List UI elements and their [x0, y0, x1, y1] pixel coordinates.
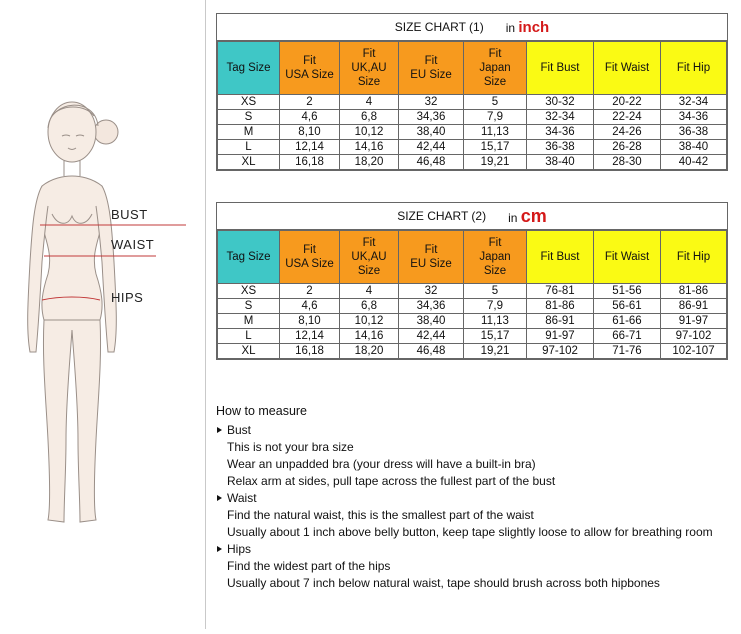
table-cell: 15,17 [464, 329, 527, 344]
howto-line: Find the natural waist, this is the smallest part of the waist [227, 508, 534, 522]
table-cell: M [218, 125, 280, 140]
table-cell: 19,21 [464, 344, 527, 359]
howto-heading: How to measure [216, 404, 308, 418]
table-cell: 18,20 [340, 155, 399, 170]
table-cell: 86-91 [661, 299, 727, 314]
header-fit-hip: Fit Hip [661, 231, 727, 284]
howto-section-title [216, 491, 741, 505]
howto-line: This is not your bra size [227, 440, 354, 454]
table-row [218, 95, 727, 110]
table-cell: 42,44 [399, 140, 464, 155]
table-row [218, 314, 727, 329]
table-cell: 5 [464, 95, 527, 110]
table-cell: 2 [280, 284, 340, 299]
header-usa-size: Fit USA Size [280, 42, 340, 95]
table-cell: 38,40 [399, 314, 464, 329]
table-cell: 97-102 [661, 329, 727, 344]
table-row [218, 155, 727, 170]
body-silhouette-icon [0, 0, 205, 629]
howto-line: Relax arm at sides, pull tape across the fullest part of the bust [227, 474, 556, 488]
triangle-bullet-icon [217, 495, 222, 501]
table-cell: 38,40 [399, 125, 464, 140]
header-fit-bust: Fit Bust [527, 42, 594, 95]
header-fit-hip: Fit Hip [661, 42, 727, 95]
table-cell: 40-42 [661, 155, 727, 170]
table-cell: 34-36 [527, 125, 594, 140]
header-eu-size: Fit EU Size [399, 42, 464, 95]
unit-prefix: in [505, 20, 516, 35]
howto-sections [216, 423, 741, 590]
table-cell: 38-40 [661, 140, 727, 155]
chart-unit-label [508, 206, 547, 227]
table-cell: 11,13 [464, 314, 527, 329]
table-cell: 42,44 [399, 329, 464, 344]
triangle-bullet-icon [217, 427, 222, 433]
table-cell: 34-36 [661, 110, 727, 125]
header-japan-size: Fit Japan Size [464, 42, 527, 95]
howto-section-title [216, 423, 741, 437]
table-row [218, 284, 727, 299]
table-cell: 56-61 [594, 299, 661, 314]
chart-title-bar [217, 203, 727, 230]
table-body [218, 95, 727, 170]
table-cell: 12,14 [280, 140, 340, 155]
table-cell: 32 [399, 95, 464, 110]
table-row [218, 329, 727, 344]
table-cell: 11,13 [464, 125, 527, 140]
table-cell: 86-91 [527, 314, 594, 329]
table-cell: 24-26 [594, 125, 661, 140]
header-fit-bust: Fit Bust [527, 231, 594, 284]
header-fit-waist: Fit Waist [594, 42, 661, 95]
table-cell: 4 [340, 284, 399, 299]
table-cell: 32 [399, 284, 464, 299]
table-cell: 51-56 [594, 284, 661, 299]
howto-line: Find the widest part of the hips [227, 559, 391, 573]
waist-label: WAIST [111, 237, 155, 252]
table-cell: 46,48 [399, 155, 464, 170]
table-cell: XS [218, 95, 280, 110]
table-cell: 102-107 [661, 344, 727, 359]
table-cell: 8,10 [280, 314, 340, 329]
table-cell: 5 [464, 284, 527, 299]
header-usa-size: Fit USA Size [280, 231, 340, 284]
table-row [218, 140, 727, 155]
hips-label: HIPS [111, 290, 144, 305]
chart-title-bar [217, 14, 727, 41]
table-row [218, 125, 727, 140]
table-cell: 81-86 [527, 299, 594, 314]
triangle-bullet-icon [217, 546, 222, 552]
table-cell: 28-30 [594, 155, 661, 170]
table-cell: 91-97 [527, 329, 594, 344]
table-cell: XL [218, 155, 280, 170]
table-cell: 76-81 [527, 284, 594, 299]
table-cell: 4 [340, 95, 399, 110]
table-cell: 36-38 [661, 125, 727, 140]
table-cell: 34,36 [399, 110, 464, 125]
size-table [217, 41, 727, 170]
table-cell: 61-66 [594, 314, 661, 329]
table-cell: 16,18 [280, 344, 340, 359]
unit-prefix: in [508, 210, 518, 225]
header-eu-size: Fit EU Size [399, 231, 464, 284]
header-tag-size: Tag Size [218, 231, 280, 284]
table-cell: 15,17 [464, 140, 527, 155]
table-cell: 71-76 [594, 344, 661, 359]
header-japan-size: Fit Japan Size [464, 231, 527, 284]
how-to-measure [216, 404, 741, 590]
table-cell: 16,18 [280, 155, 340, 170]
howto-section-title [216, 542, 741, 556]
table-row [218, 299, 727, 314]
table-cell: L [218, 140, 280, 155]
table-cell: 19,21 [464, 155, 527, 170]
chart-unit-label [506, 19, 550, 36]
howto-line: Wear an unpadded bra (your dress will have a built-in bra) [227, 457, 536, 471]
vertical-divider [205, 0, 206, 629]
section-title-text: Bust [227, 423, 252, 437]
table-cell: 97-102 [527, 344, 594, 359]
table-cell: 6,8 [340, 110, 399, 125]
table-cell: 6,8 [340, 299, 399, 314]
table-cell: 12,14 [280, 329, 340, 344]
header-uk-size: Fit UK,AU Size [340, 231, 399, 284]
table-cell: 20-22 [594, 95, 661, 110]
table-cell: 10,12 [340, 125, 399, 140]
howto-line: Usually about 1 inch above belly button, keep tape slightly loose to allow for breathing room [227, 525, 713, 539]
table-cell: 4,6 [280, 110, 340, 125]
size-chart-cm [216, 202, 728, 360]
chart-title: SIZE CHART (1) [394, 20, 484, 34]
table-cell: 26-28 [594, 140, 661, 155]
table-cell: 32-34 [527, 110, 594, 125]
header-tag-size: Tag Size [218, 42, 280, 95]
table-cell: XS [218, 284, 280, 299]
size-chart-inch [216, 13, 728, 171]
unit-text: inch [518, 18, 550, 36]
table-cell: 7,9 [464, 110, 527, 125]
table-row [218, 110, 727, 125]
table-cell: 22-24 [594, 110, 661, 125]
table-body [218, 284, 727, 359]
table-cell: 7,9 [464, 299, 527, 314]
table-cell: 8,10 [280, 125, 340, 140]
table-cell: 2 [280, 95, 340, 110]
section-title-text: Waist [227, 491, 257, 505]
table-cell: 32-34 [661, 95, 727, 110]
table-cell: 34,36 [399, 299, 464, 314]
table-cell: 81-86 [661, 284, 727, 299]
table-cell: S [218, 110, 280, 125]
chart-title: SIZE CHART (2) [397, 209, 487, 223]
table-cell: 66-71 [594, 329, 661, 344]
table-cell: 36-38 [527, 140, 594, 155]
table-cell: 38-40 [527, 155, 594, 170]
header-fit-waist: Fit Waist [594, 231, 661, 284]
table-cell: XL [218, 344, 280, 359]
table-cell: 30-32 [527, 95, 594, 110]
header-uk-size: Fit UK,AU Size [340, 42, 399, 95]
table-cell: 91-97 [661, 314, 727, 329]
table-cell: M [218, 314, 280, 329]
body-figure-illustration [0, 0, 205, 629]
table-cell: 4,6 [280, 299, 340, 314]
table-cell: 18,20 [340, 344, 399, 359]
section-title-text: Hips [227, 542, 252, 556]
size-table [217, 230, 727, 359]
table-cell: 46,48 [399, 344, 464, 359]
table-cell: 14,16 [340, 329, 399, 344]
table-cell: 14,16 [340, 140, 399, 155]
table-cell: L [218, 329, 280, 344]
unit-text: cm [520, 205, 547, 226]
bust-label: BUST [111, 207, 148, 222]
table-cell: 10,12 [340, 314, 399, 329]
table-row [218, 344, 727, 359]
table-cell: S [218, 299, 280, 314]
howto-line: Usually about 7 inch below natural waist, tape should brush across both hipbones [227, 576, 660, 590]
